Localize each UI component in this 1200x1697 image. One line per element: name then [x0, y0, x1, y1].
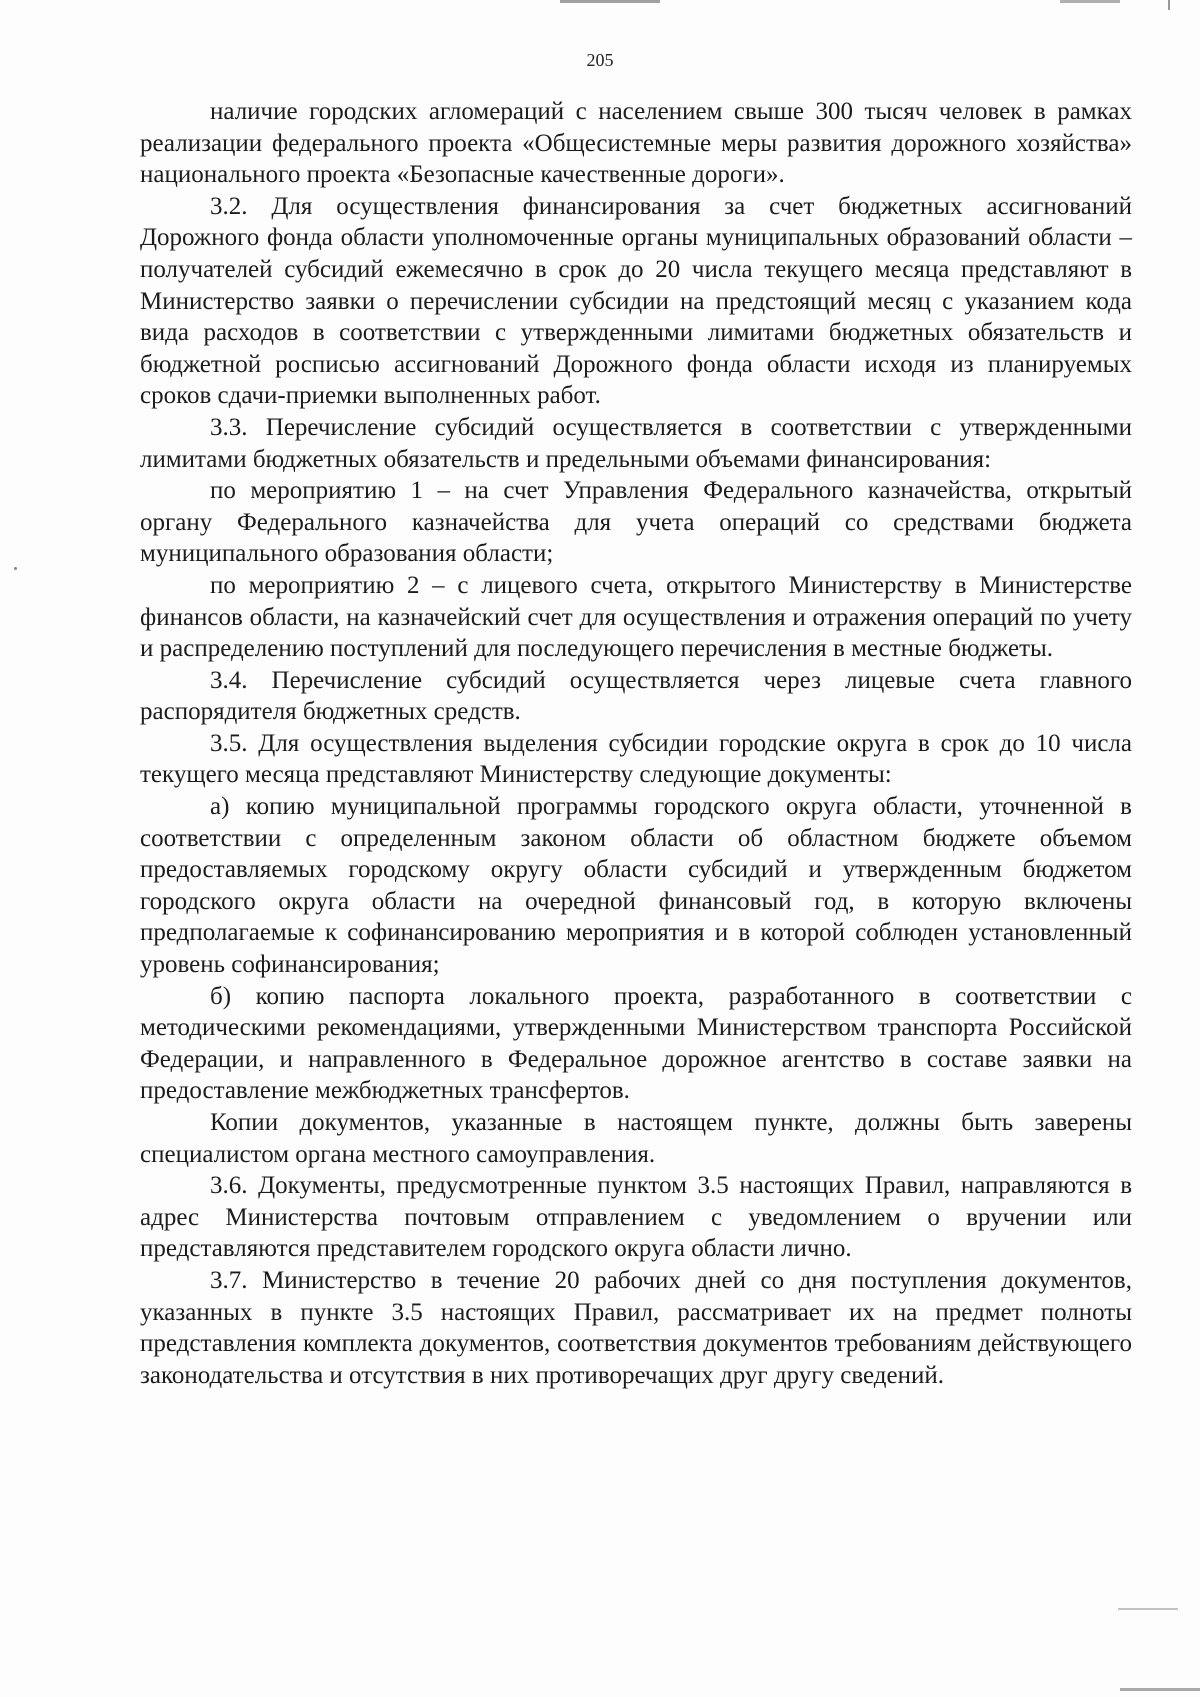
paragraph-3-7: 3.7. Министерство в течение 20 рабочих дней со дня поступления документов, указанных в пункте 3.5 настоящих Правил, рассматривает их на предмет полноты представления комплекта документов, соответствия документов требованиям действующего законодательства и отсутствия в них противоречащих друг другу сведений. — [140, 1266, 1132, 1389]
paragraph-measure-2: по мероприятию 2 – с лицевого счета, открытого Министерству в Министерстве финансов области, на казначейский счет для осуществления и отражения операций по учету и распределению поступлений для последующего перечисления в местные бюджеты. — [140, 571, 1132, 663]
scan-artifact — [1118, 1608, 1178, 1610]
paragraph-3-5-b: б) копию паспорта локального проекта, разработанного в соответствии с методическими рекомендациями, утвержденными Министерством транспорта Российской Федерации, и направленного в Федеральное дорожное агентство в составе заявки на предоставление межбюджетных трансфертов. — [140, 982, 1132, 1105]
scan-artifact — [1060, 0, 1120, 3]
paragraph-3-6: 3.6. Документы, предусмотренные пунктом 3.5 настоящих Правил, направляются в адрес Министерства почтовым отправлением с уведомлением о вручении или представляются представителем городского округа области лично. — [140, 1172, 1132, 1263]
paragraph-3-4: 3.4. Перечисление субсидий осуществляется через лицевые счета главного распорядителя бюджетных средств. — [140, 666, 1132, 726]
paragraph-3-5: 3.5. Для осуществления выделения субсидии городские округа в срок до 10 числа текущего месяца представляют Министерству следующие документы: — [140, 729, 1132, 789]
scan-artifact — [560, 0, 660, 3]
paragraph-agglomerations: наличие городских агломераций с населением свыше 300 тысяч человек в рамках реализации федерального проекта «Общесистемные меры развития дорожного хозяйства» национального проекта «Безопасные качественные дороги». — [140, 98, 1132, 189]
scan-artifact — [14, 567, 17, 570]
scan-artifact — [1168, 0, 1170, 10]
paragraph-3-2: 3.2. Для осуществления финансирования за счет бюджетных ассигнований Дорожного фонда области уполномоченные органы муниципальных образований области – получателей субсидий ежемесячно в срок до 20 числа текущего месяца представляют в Министерство заявки о перечислении субсидии на предстоящий месяц с указанием кода вида расходов в соответствии с утвержденными лимитами бюджетных обязательств и бюджетной росписью ассигнований Дорожного фонда области исходя из планируемых сроков сдачи-приемки выполненных работ. — [140, 192, 1132, 410]
paragraph-3-5-a: а) копию муниципальной программы городского округа области, уточненной в соответствии с определенным законом области об областном бюджете объемом предоставляемых городскому округу области субсидий и утвержденным бюджетом городского округа области на очередной финансовый год, в которую включены предполагаемые к софинансированию мероприятия и в которой соблюден установленный уровень софинансирования; — [140, 793, 1132, 979]
page-number: 205 — [586, 50, 614, 70]
document-body — [140, 96, 1132, 1391]
paragraph-measure-1: по мероприятию 1 – на счет Управления Федерального казначейства, открытый органу Федерального казначейства для учета операций со средствами бюджета муниципального образования области; — [140, 477, 1132, 568]
scan-artifact — [1120, 1688, 1200, 1691]
paragraph-copies: Копии документов, указанные в настоящем пункте, должны быть заверены специалистом органа местного самоуправления. — [140, 1109, 1132, 1168]
paragraph-3-3: 3.3. Перечисление субсидий осуществляется в соответствии с утвержденными лимитами бюджетных обязательств и предельными объемами финансирования: — [140, 413, 1132, 473]
